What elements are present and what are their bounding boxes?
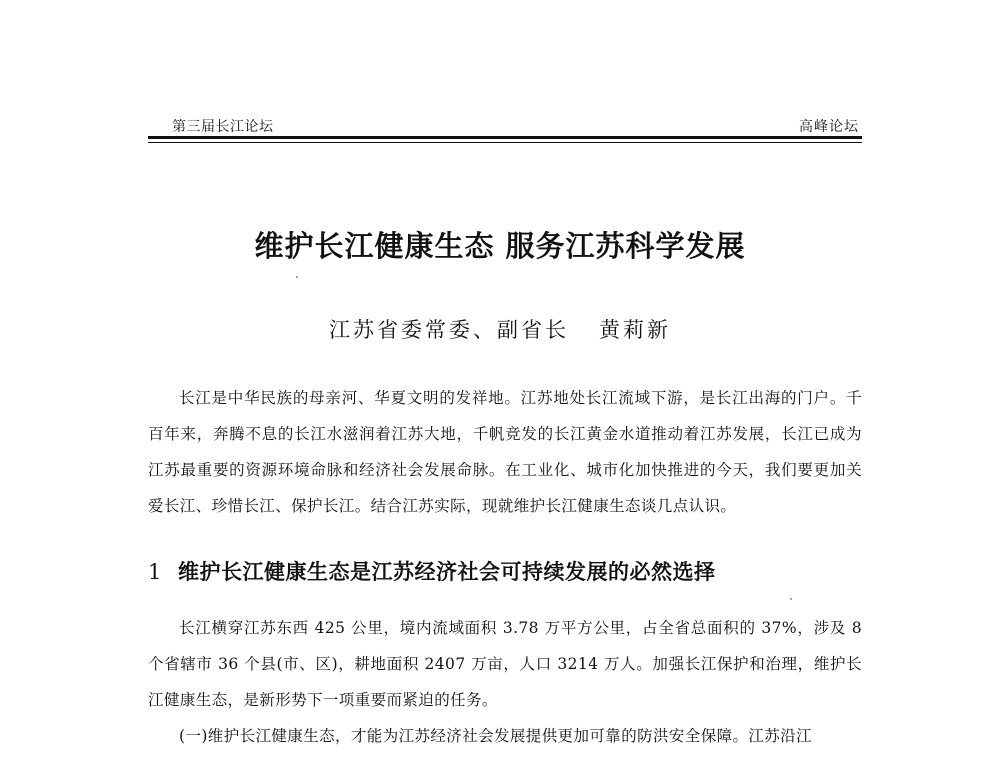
intro-paragraph xyxy=(148,380,862,524)
author-affiliation: 江苏省委常委、副省长 xyxy=(329,318,569,342)
header-rule-thin xyxy=(148,142,862,143)
header-rule-thick xyxy=(148,136,862,139)
article-title: 维护长江健康生态 服务江苏科学发展 xyxy=(254,229,746,263)
section-heading xyxy=(148,556,862,586)
intro-paragraph-text: 长江是中华民族的母亲河、华夏文明的发祥地。江苏地处长江流域下游，是长江出海的门户。千百年来，奔腾不息的长江水滋润着江苏大地，千帆竞发的长江黄金水道推动着江苏发展，长江已成为江苏最重要的资源环境命脉和经济社会发展命脉。在工业化、城市化加快推进的今天，我们要更加关爱长江、珍惜长江、保护长江。结合江苏实际，现就维护长江健康生态谈几点认识。 xyxy=(148,389,862,515)
running-header-left: 第三届长江论坛 xyxy=(172,119,274,135)
section-number: 1 xyxy=(148,560,162,584)
running-header-right: 高峰论坛 xyxy=(799,119,859,135)
author-line xyxy=(0,314,1000,344)
scan-speck xyxy=(296,276,298,278)
scan-speck xyxy=(790,598,792,600)
section-paragraph-1 xyxy=(148,610,862,718)
author-name: 黄莉新 xyxy=(599,318,671,342)
section-paragraph-1-text: 长江横穿江苏东西 425 公里，境内流域面积 3.78 万平方公里，占全省总面积的 37%，涉及 8 个省辖市 36 个县(市、区)，耕地面积 2407 万亩，人口 3214 万人。加强长江保护和治理，维护长江健康生态，是新形势下一项重要而紧迫的任务。 xyxy=(148,619,862,709)
section-paragraph-2 xyxy=(148,718,862,754)
section-title: 维护长江健康生态是江苏经济社会可持续发展的必然选择 xyxy=(178,559,716,584)
section-paragraph-2-text: (一)维护长江健康生态，才能为江苏经济社会发展提供更加可靠的防洪安全保障。江苏沿江 xyxy=(179,727,812,745)
